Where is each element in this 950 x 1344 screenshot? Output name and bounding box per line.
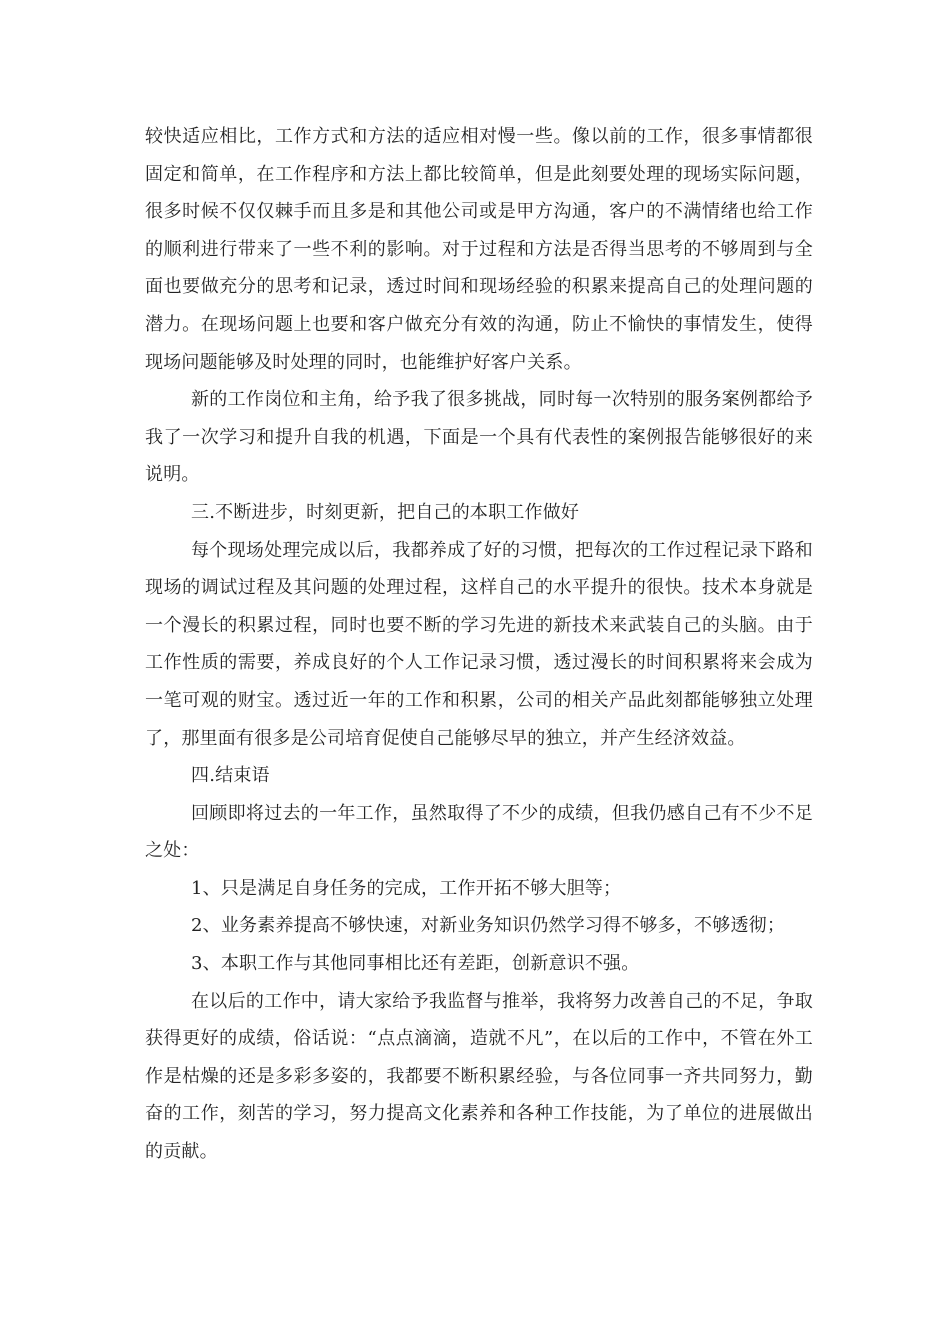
list-item-1: 1、只是满足自身任务的完成，工作开拓不够大胆等； [191,877,622,899]
paragraph-new-role: 新的工作岗位和主角，给予我了很多挑战，同时每一次特别的服务案例都给予我了一次学习和提升自我的机遇，下面是一个具有代表性的案例报告能够很好的来说明。 [145,389,813,486]
paragraph-review: 回顾即将过去的一年工作，虽然取得了不少的成绩，但我仍感自己有不少不足之处： [145,802,813,862]
section-heading-4: 四.结束语 [191,765,270,787]
document-body [145,118,813,1171]
list-item-2: 2、业务素养提高不够快速，对新业务知识仍然学习得不够多，不够透彻； [191,915,786,937]
list-item-3: 3、本职工作与其他同事相比还有差距，创新意识不强。 [191,953,640,975]
paragraph-work-adaptation: 较快适应相比，工作方式和方法的适应相对慢一些。像以前的工作，很多事情都很固定和简单，在工作程序和方法上都比较简单，但是此刻要处理的现场实际问题，很多时候不仅仅棘手而且多是和其他公司或是甲方沟通，客户的不满情绪也给工作的顺利进行带来了一些不利的影响。对于过程和方法是否得当思考的不够周到与全面也要做充分的思考和记录，透过时间和现场经验的积累来提高自己的处理问题的潜力。在现场问题上也要和客户做充分有效的沟通，防止不愉快的事情发生，使得现场问题能够及时处理的同时，也能维护好客户关系。 [145,126,813,373]
paragraph-closing: 在以后的工作中，请大家给予我监督与推举，我将努力改善自己的不足，争取获得更好的成绩，俗话说：“点点滴滴，造就不凡”，在以后的工作中，不管在外工作是枯燥的还是多彩多姿的，我都要不断积累经验，与各位同事一齐共同努力，勤奋的工作，刻苦的学习，努力提高文化素养和各种工作技能，为了单位的进展做出的贡献。 [145,990,813,1163]
section-heading-3: 三.不断进步，时刻更新，把自己的本职工作做好 [191,501,580,523]
paragraph-record-habits: 每个现场处理完成以后，我都养成了好的习惯，把每次的工作过程记录下路和现场的调试过程及其问题的处理过程，这样自己的水平提升的很快。技术本身就是一个漫长的积累过程，同时也要不断的学习先进的新技术来武装自己的头脑。由于工作性质的需要，养成良好的个人工作记录习惯，透过漫长的时间积累将来会成为一笔可观的财宝。透过近一年的工作和积累，公司的相关产品此刻都能够独立处理了，那里面有很多是公司培育促使自己能够尽早的独立，并产生经济效益。 [145,539,813,749]
